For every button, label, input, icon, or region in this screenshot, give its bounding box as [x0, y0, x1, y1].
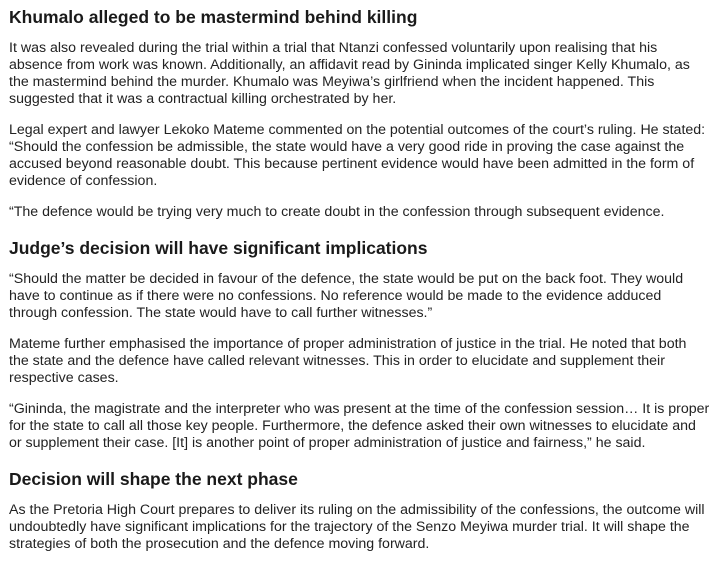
section-heading-implications: Judge’s decision will have significant implications	[9, 238, 428, 258]
paragraph: As the Pretoria High Court prepares to deliver its ruling on the admissibility of the confessions, the outcome will undoubtedly have significant implications for the trajectory of the Senzo Meyiwa murder trial. It will shape the strategies of both the prosecution and the defence moving forward.	[9, 502, 705, 552]
paragraph: Mateme further emphasised the importance of proper administration of justice in the trial. He noted that both the state and the defence have called relevant witnesses. This in order to elucidate and supplement their respective cases.	[9, 336, 687, 386]
paragraph: It was also revealed during the trial within a trial that Ntanzi confessed voluntarily upon realising that his absence from work was known. Additionally, an affidavit read by Gininda implicated singer Kelly Khumalo, as the mastermind behind the murder. Khumalo was Meyiwa’s girlfriend when the incident happened. This suggested that it was a contractual killing orchestrated by her.	[9, 40, 690, 107]
paragraph: “Gininda, the magistrate and the interpreter who was present at the time of the confession session… It is proper for the state to call all those key people. Furthermore, the defence asked their own witnesses to elucidate and or supplement their case. [It] is another point of proper administration of justice and fairness,” he said.	[9, 401, 710, 451]
section-heading-next-phase: Decision will shape the next phase	[9, 469, 298, 489]
paragraph: Legal expert and lawyer Lekoko Mateme commented on the potential outcomes of the court’s ruling. He stated: “Should the confession be admissible, the state would have a very good ride in proving the case against the accused beyond reasonable doubt. This because pertinent evidence would have been admitted in the form of evidence of confession.	[9, 122, 706, 189]
section-heading-mastermind: Khumalo alleged to be mastermind behind killing	[9, 7, 418, 27]
paragraph: “Should the matter be decided in favour of the defence, the state would be put on the back foot. They would have to continue as if there were no confessions. No reference would be made to the evidence adduced through confession. The state would have to call further witnesses.”	[9, 271, 684, 321]
paragraph: “The defence would be trying very much to create doubt in the confession through subsequent evidence.	[9, 204, 665, 220]
